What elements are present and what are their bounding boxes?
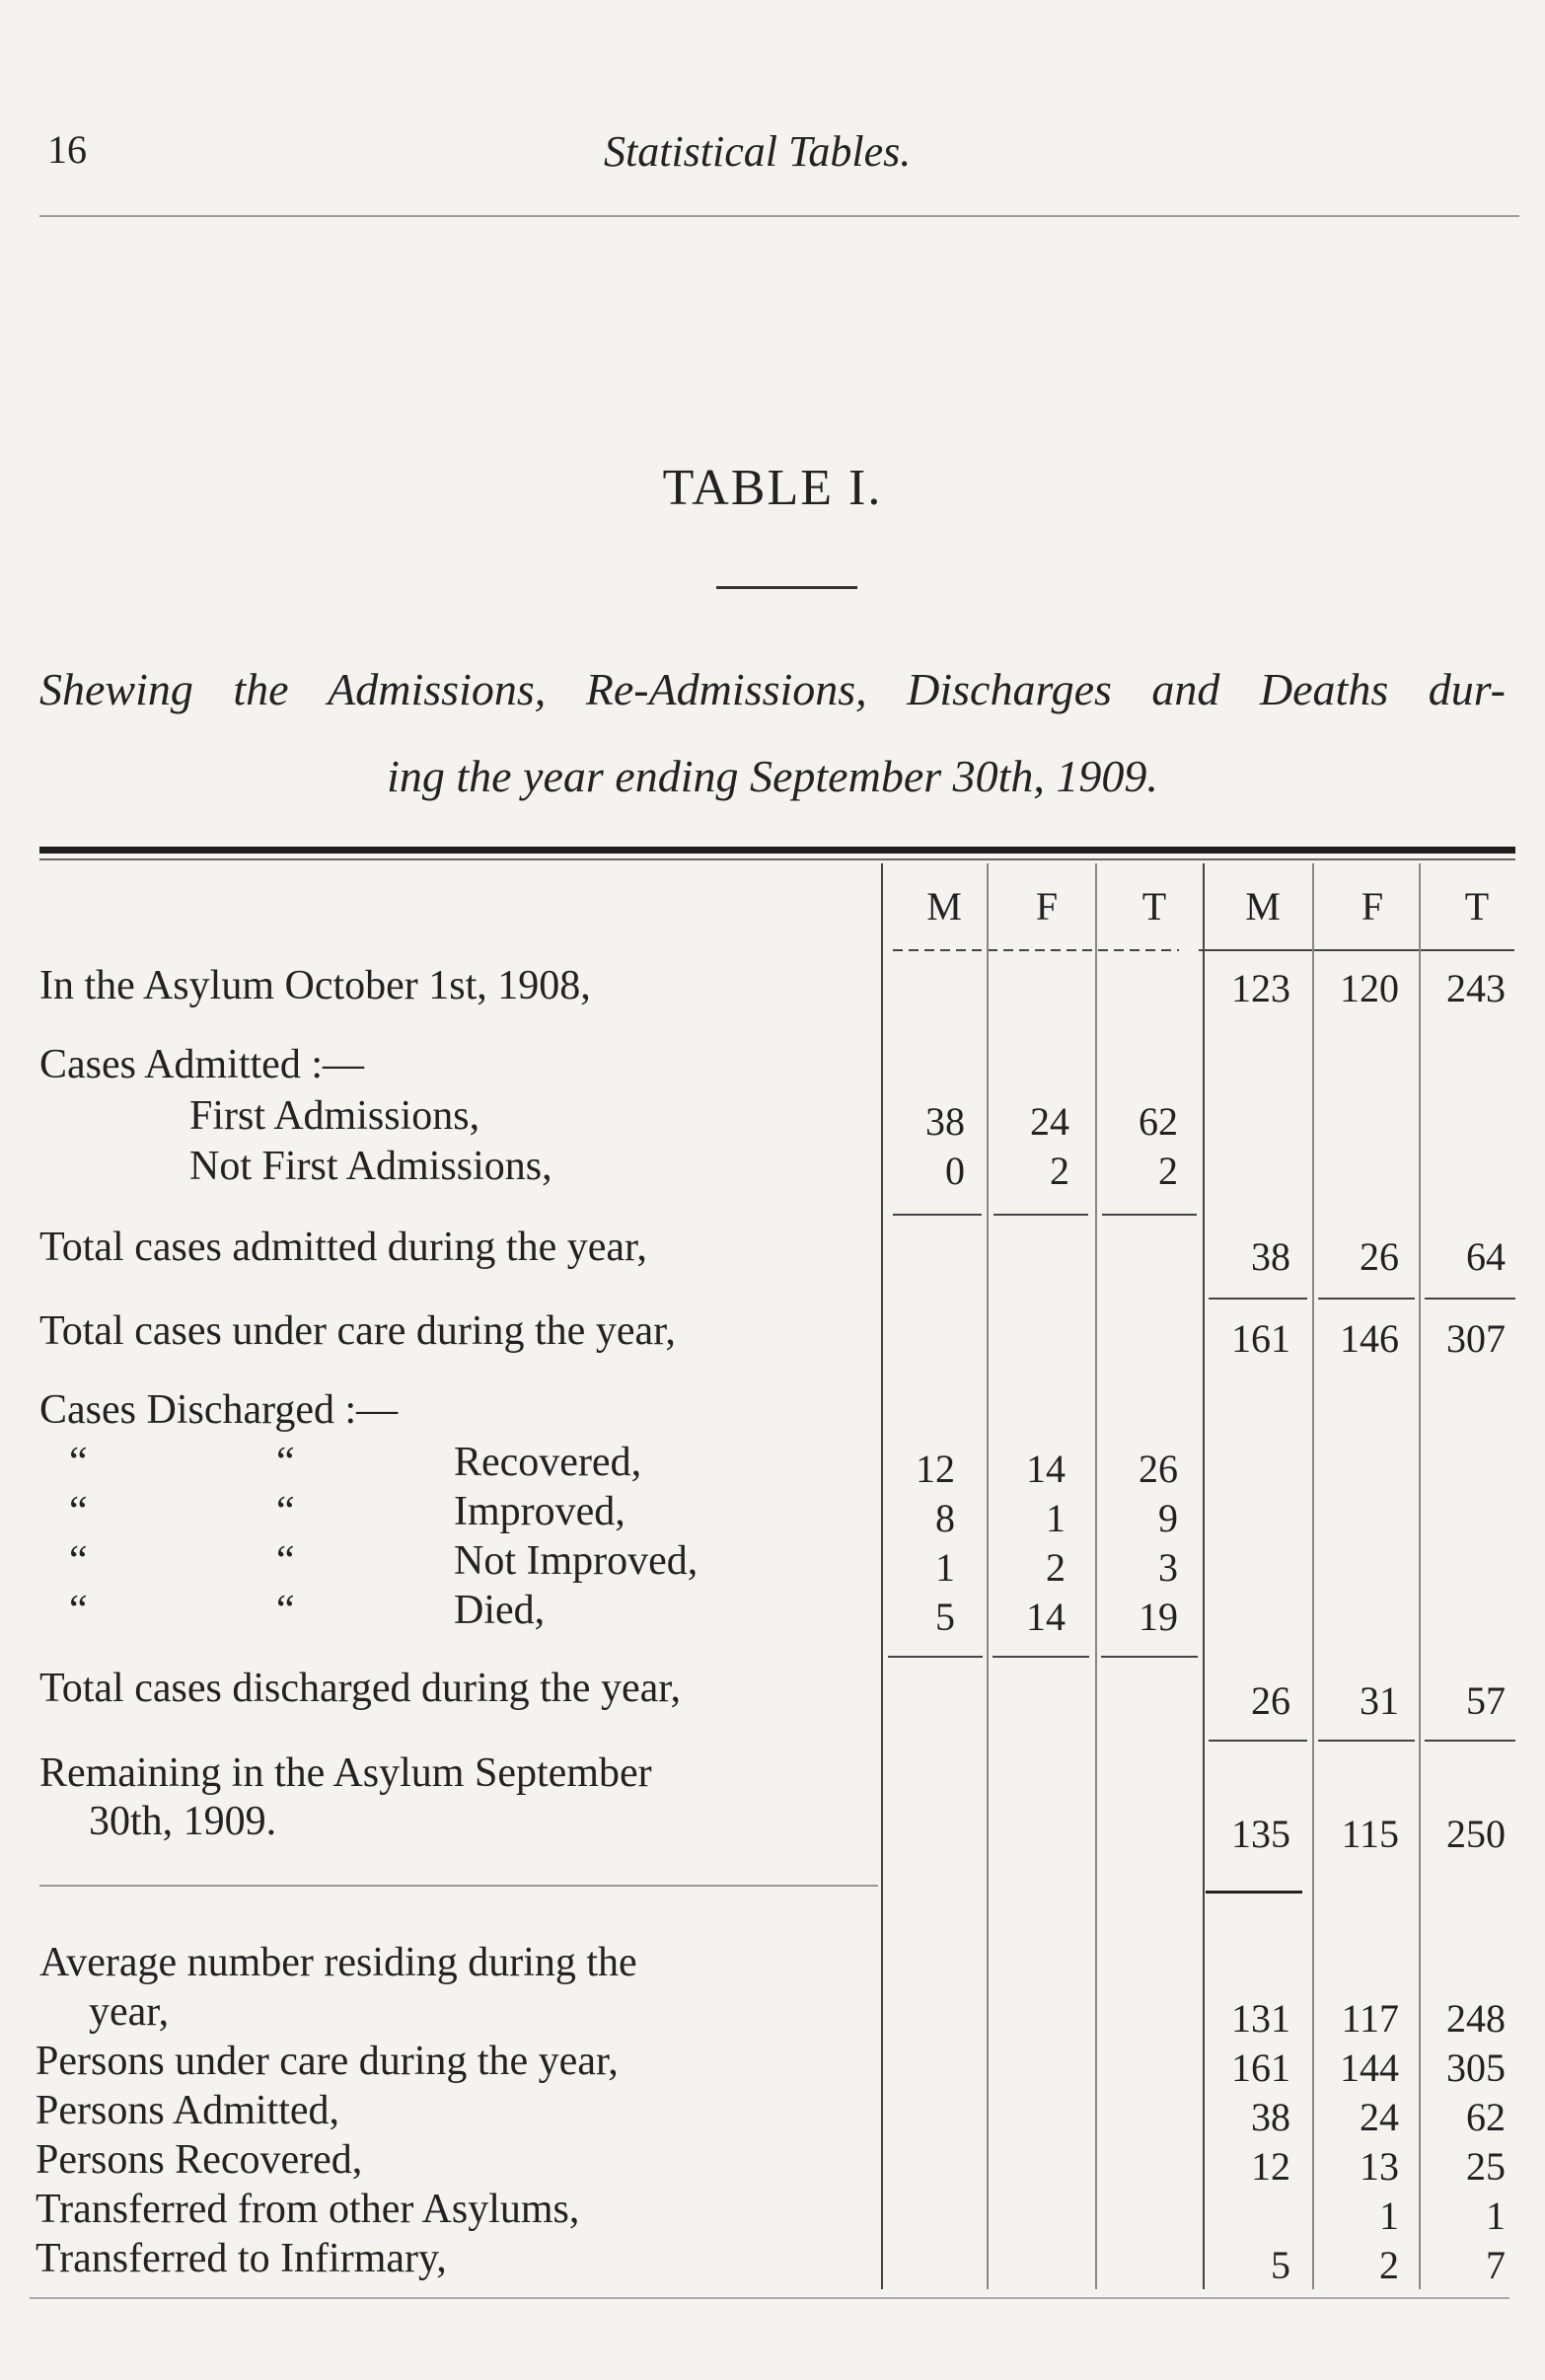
ditto-mark: “ [276,1588,295,1633]
row-label-not-first-admissions: Not First Admissions, [189,1144,552,1189]
table-top-rule-thin [39,858,1515,860]
subtotal-rule [1101,1656,1198,1658]
cell-under-care-f: 146 [1340,1316,1399,1361]
subtotal-rule [993,1214,1088,1216]
row-label-average-1: Average number residing during the [39,1940,637,1985]
row-label-recovered: Recovered, [454,1440,642,1485]
cell-first-adm-f: 24 [1030,1099,1069,1144]
ditto-mark: “ [69,1440,88,1485]
cell-under-care-m: 161 [1231,1316,1290,1361]
cell-transf-to-m: 5 [1271,2243,1290,2287]
cell-under-care-t: 307 [1446,1316,1506,1361]
cell-not-improved-f: 2 [1046,1545,1066,1590]
col-header-t-total: T [1464,884,1490,929]
subtitle-line-2: ing the year ending September 30th, 1909. [387,751,1158,801]
row-label-not-improved: Not Improved, [454,1538,699,1584]
cell-first-adm-t: 62 [1139,1099,1178,1144]
table-title: TABLE I. [662,460,883,516]
row-label-improved: Improved, [454,1489,625,1534]
cell-first-adm-m: 38 [925,1099,965,1144]
row-label-remaining-2: 30th, 1909. [89,1799,277,1844]
cell-transf-from-f: 1 [1379,2194,1399,2238]
cell-total-adm-f: 26 [1360,1234,1399,1279]
col-header-t-detail: T [1141,884,1167,929]
cell-not-improved-t: 3 [1158,1545,1178,1590]
cell-transf-from-t: 1 [1486,2194,1506,2238]
table-bottom-rule [30,2297,1509,2299]
cell-improved-f: 1 [1046,1496,1066,1540]
ditto-mark: “ [69,1538,88,1584]
cell-remaining-m: 135 [1231,1812,1290,1856]
cell-recovered-m: 12 [916,1447,955,1491]
row-label-total-discharged: Total cases discharged during the year, [39,1666,682,1711]
cell-persons-rec-m: 12 [1251,2144,1290,2189]
cell-in-asylum-t: 243 [1446,966,1506,1010]
subtotal-rule [993,1656,1089,1658]
sum-rule [1318,1298,1415,1300]
cell-remaining-f: 115 [1341,1812,1399,1856]
row-label-first-admissions: First Admissions, [189,1093,480,1139]
ditto-mark: “ [69,1489,88,1534]
cell-not-first-adm-t: 2 [1158,1149,1178,1193]
row-label-transferred-from: Transferred from other Asylums, [36,2187,580,2232]
section-divider [39,1885,878,1887]
cell-average-t: 248 [1446,1996,1506,2041]
row-label-average-2: year, [89,1989,170,2035]
cell-total-disch-m: 26 [1251,1678,1290,1723]
sum-rule [1209,1740,1307,1742]
cell-improved-m: 8 [935,1496,955,1540]
row-label-in-asylum: In the Asylum October 1st, 1908, [39,963,591,1008]
row-label-remaining-1: Remaining in the Asylum September [39,1750,652,1796]
subtotal-rule [893,1214,982,1216]
cell-transf-to-f: 2 [1379,2243,1399,2287]
row-label-persons-under-care: Persons under care during the year, [36,2039,619,2084]
cell-improved-t: 9 [1158,1496,1178,1540]
cell-total-disch-t: 57 [1466,1678,1506,1723]
cell-in-asylum-f: 120 [1340,966,1399,1010]
row-label-transferred-to: Transferred to Infirmary, [36,2236,447,2281]
ditto-mark: “ [276,1440,295,1485]
cell-persons-rec-f: 13 [1360,2144,1399,2189]
cell-not-first-adm-m: 0 [945,1149,965,1193]
row-label-cases-admitted: Cases Admitted :— [39,1042,364,1087]
cell-total-adm-m: 38 [1251,1234,1290,1279]
row-label-cases-discharged: Cases Discharged :— [39,1387,399,1433]
cell-recovered-t: 26 [1139,1447,1178,1491]
sum-rule [1425,1298,1515,1300]
ditto-mark: “ [276,1538,295,1584]
row-label-persons-admitted: Persons Admitted, [36,2088,340,2133]
cell-total-disch-f: 31 [1360,1678,1399,1723]
row-label-persons-recovered: Persons Recovered, [36,2137,363,2183]
title-rule [716,586,857,589]
cell-recovered-f: 14 [1026,1447,1066,1491]
col-header-f-total: F [1361,884,1384,929]
ditto-mark: “ [69,1588,88,1633]
cell-transf-to-t: 7 [1486,2243,1506,2287]
cell-persons-care-t: 305 [1446,2045,1506,2090]
table-top-rule [39,847,1515,854]
cell-not-improved-m: 1 [935,1545,955,1590]
cell-persons-adm-m: 38 [1251,2095,1290,2139]
col-header-m-total: M [1245,884,1281,929]
running-title: Statistical Tables. [604,127,912,176]
header-underline-detail [893,949,1179,951]
ditto-mark: “ [276,1489,295,1534]
cell-died-f: 14 [1026,1595,1066,1639]
row-label-died: Died, [454,1588,546,1633]
cell-persons-adm-t: 62 [1466,2095,1506,2139]
double-rule [1206,1891,1302,1894]
row-label-total-under-care: Total cases under care during the year, [39,1308,676,1354]
sum-rule [1209,1298,1307,1300]
cell-average-m: 131 [1231,1996,1290,2041]
cell-persons-care-m: 161 [1231,2045,1290,2090]
cell-persons-rec-t: 25 [1466,2144,1506,2189]
cell-persons-care-f: 144 [1340,2045,1399,2090]
sum-rule [1318,1740,1415,1742]
subtitle-line-1: Shewing the Admissions, Re-Admissions, Discharges and Deaths dur- [39,664,1506,714]
row-label-total-admitted: Total cases admitted during the year, [39,1225,647,1270]
sum-rule [1425,1740,1515,1742]
cell-total-adm-t: 64 [1466,1234,1506,1279]
cell-died-m: 5 [935,1595,955,1639]
cell-remaining-t: 250 [1446,1812,1506,1856]
cell-in-asylum-m: 123 [1231,966,1290,1010]
header-rule [39,215,1519,217]
cell-average-f: 117 [1341,1996,1399,2041]
cell-not-first-adm-f: 2 [1050,1149,1069,1193]
col-header-f-detail: F [1035,884,1059,929]
subtotal-rule [888,1656,983,1658]
subtotal-rule [1102,1214,1197,1216]
header-underline-total [1199,949,1514,951]
col-header-m-detail: M [926,884,962,929]
page-number: 16 [47,127,87,172]
cell-died-t: 19 [1139,1595,1178,1639]
cell-persons-adm-f: 24 [1360,2095,1399,2139]
